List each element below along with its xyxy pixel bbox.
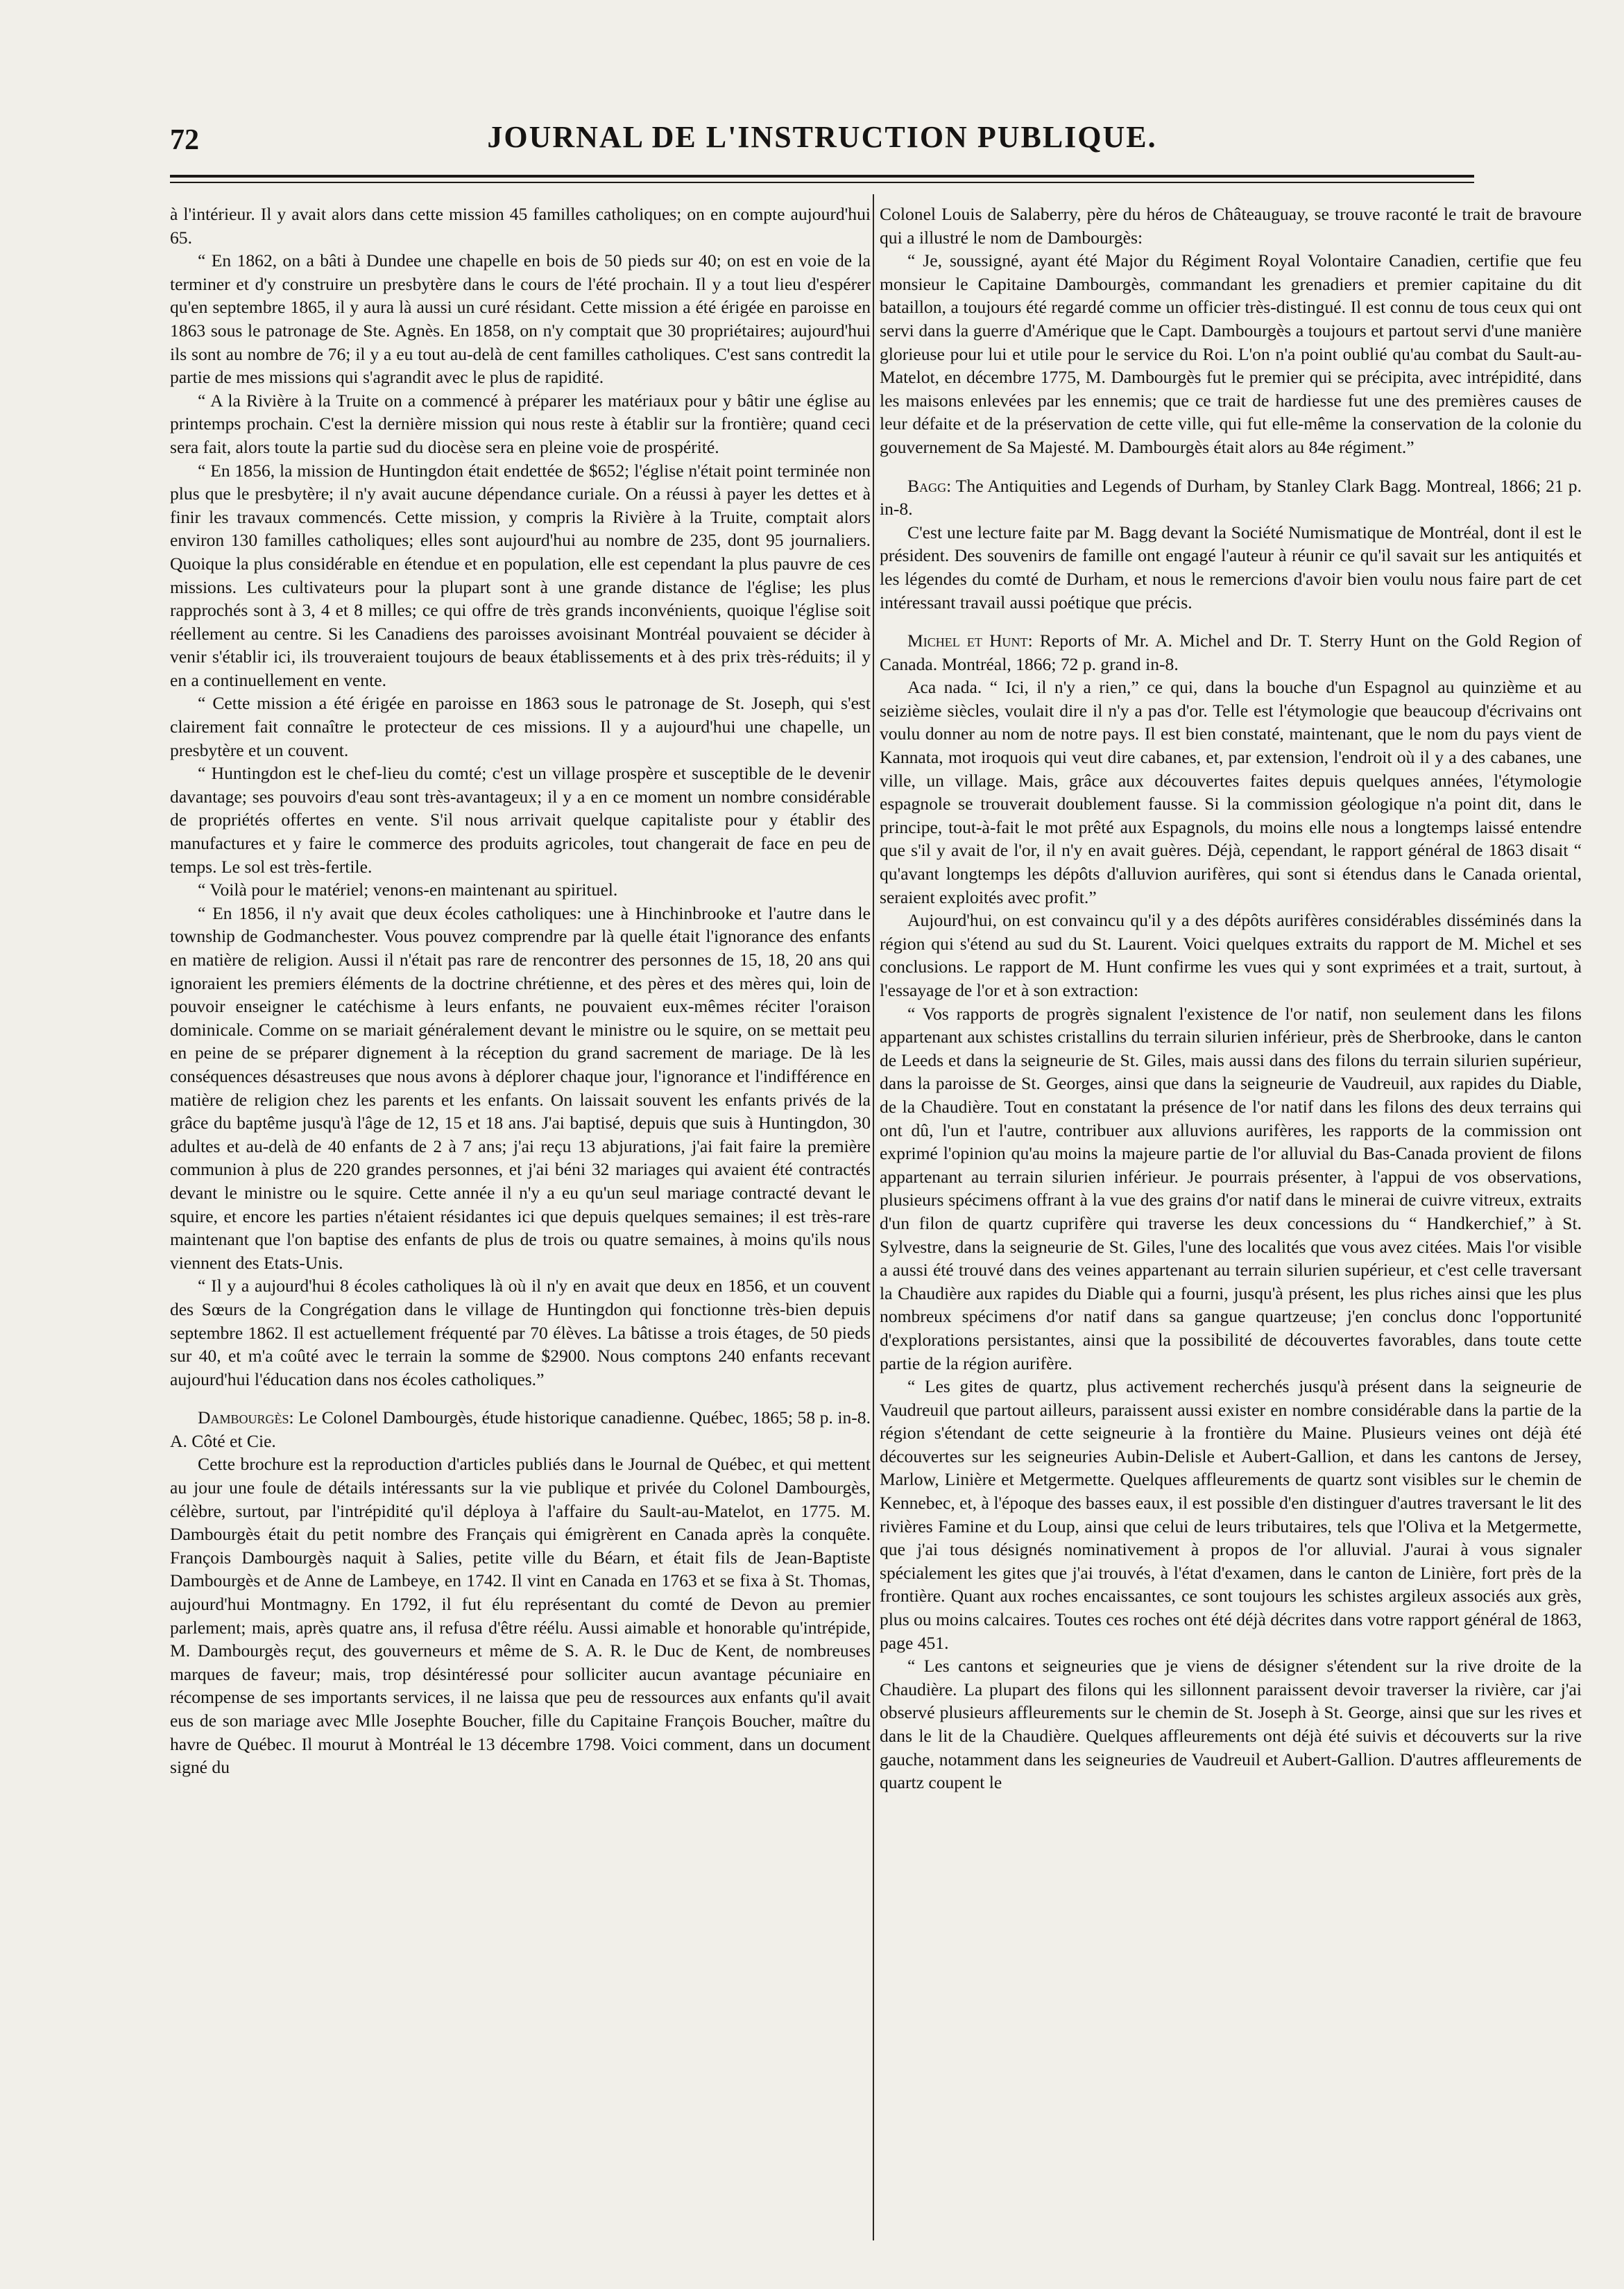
column-divider xyxy=(873,194,874,2240)
left-column xyxy=(170,203,871,2242)
left-paragraph-2: “ En 1862, on a bâti à Dundee une chapelle en bois de 50 pieds sur 40; on est en voie de la terminer et d'y construire un presbytère dans le cours de l'été prochain. Il y a tout lieu d'espérer qu'en septembre 1865, il y aura là aussi un curé résidant. Cette mission a été érigée en paroisse en 1863 sous le patronage de Ste. Agnès. En 1858, on n'y comptait que 30 propriétaires; aujourd'hui ils sont au nombre de 76; il y a eu tout au-delà de cent familles catholiques. C'est sans contredit la partie de mes missions qui s'agrandit avec le plus de rapidité. xyxy=(170,250,871,388)
review-citation-dambourges: : Le Colonel Dambourgès, étude historique canadienne. Québec, 1865; 58 p. in-8. A. Côté et Cie. xyxy=(170,1407,871,1451)
right-paragraph-1: Colonel Louis de Salaberry, père du héros de Châteauguay, se trouve raconté le trait de bravoure qui a illustré le nom de Dambourgès: xyxy=(880,204,1582,248)
running-title: JOURNAL DE L'INSTRUCTION PUBLIQUE. xyxy=(487,120,1157,154)
left-paragraph-4: “ En 1856, la mission de Huntingdon était endettée de $652; l'église n'était point terminée non plus que le presbytère; il n'y avait aucune dépendance curiale. On a réussi à payer les dettes et à finir les travaux commencés. Cette mission, y compris la Rivière à la Truite, comptait alors environ 130 familles catholiques; elles sont aujourd'hui au nombre de 235, dont 95 journaliers. Quoique la plus considérable en étendue et en population, elle est cependant la plus pauvre de ces missions. Les cultivateurs pour la plupart sont à une grande distance de l'église; les plus rapprochés sont à 3, 4 et 8 milles; ce qui offre de très grands inconvénients, quoique l'église soit réellement au centre. Si les Canadiens des paroisses avoisinant Montréal pouvaient se décider à venir s'établir ici, ils trouveraient toujours de beaux établissements et à des prix très-réduits; il y en a continuellement en vente. xyxy=(170,460,871,690)
left-paragraph-3: “ A la Rivière à la Truite on a commencé à préparer les matériaux pour y bâtir une église au printemps prochain. C'est la dernière mission qui nous reste à établir sur la frontière; quand ceci sera fait, alors toute la partie sud du diocèse sera en pleine voie de prospérité. xyxy=(170,390,871,457)
right-paragraph-8: “ Vos rapports de progrès signalent l'existence de l'or natif, non seulement dans les filons appartenant aux schistes cristallins du terrain silurien inférieur, près de Sherbrooke, dans le canton de Leeds et dans la seigneurie de St. Giles, mais aussi dans des filons du terrain silurien supérieur, dans la paroisse de St. Georges, ainsi que dans la seigneurie de Vaudreuil, aux rapides du Diable, de la Chaudière. Tout en constatant la présence de l'or natif dans les filons des deux terrains qui ont dû, l'un et l'autre, contribuer aux alluvions aurifères, les rapports de la commission ont exprimé l'opinion qu'au moins la majeure partie de l'or alluvial du Bas-Canada provient de filons appartenant au terrain silurien inférieur. Je pourrais présenter, à l'appui de vos observations, plusieurs spécimens offrant à la vue des grains d'or natif dans le minerai de cuivre vitreux, extraits d'un filon de quartz cuprifère qui traverse les deux concessions du “ Handkerchief,” à St. Sylvestre, dans la seigneurie de St. Giles, l'une des localités que vous avez citées. Mais l'or visible a aussi été trouvé dans des veines appartenant au terrain silurien supérieur, et c'est celle traversant la Chaudière aux rapides du Diable qui a fourni, jusqu'à présent, les plus riches ainsi que les plus nombreux spécimens d'or natif dans sa gangue quartzeuse; j'en conclus donc l'opportunité d'explorations persistantes, ainsi que la possibilité de découvertes favorables, dans toute cette partie de la région aurifère. xyxy=(880,1003,1582,1373)
left-paragraph-7: “ Voilà pour le matériel; venons-en maintenant au spirituel. xyxy=(198,880,618,900)
right-paragraph-6: Aca nada. “ Ici, il n'y a rien,” ce qui, dans la bouche d'un Espagnol au quinzième et au seizième siècles, voulait dire il n'y a pas d'or. Telle est l'étymologie que beaucoup d'écrivains ont voulu donner au nom de notre pays. Il est bien constaté, maintenant, que le nom du pays vient de Kannata, mot iroquois qui veut dire cabanes, et, par extension, l'endroit où il y a des cabanes, une ville, un village. Mais, grâce aux découvertes faites depuis quelques années, l'étymologie espagnole se trouverait doublement fausse. Si la commission géologique n'a point dit, dans le principe, tout-à-fait le mot prêté aux Espagnols, du moins elle nous a longtemps laissé entendre que s'il y avait de l'or, il n'y en avait guères. Déjà, cependant, le rapport général de 1863 disait “ qu'avant longtemps les dépôts d'alluvion aurifères, qui sont si étendus dans le Canada oriental, seraient exploités avec profit.” xyxy=(880,677,1582,907)
header-rule-thin xyxy=(170,182,1474,183)
review-head-michel-hunt: Michel et Hunt xyxy=(907,631,1028,651)
right-paragraph-2: “ Je, soussigné, ayant été Major du Régiment Royal Volontaire Canadien, certifie que feu monsieur le Capitaine Dambourgès, commandant les grenadiers et premier capitaine du dit bataillon, a toujours été regardé comme un officier très-distingué. Il est connu de tous ceux qui ont servi dans la guerre d'Amérique que le Capt. Dambourgès a toujours et partout servi d'une manière glorieuse pour lui et utile pour le service du Roi. L'on n'a point oublié qu'au combat du Sault-au-Matelot, en décembre 1775, M. Dambourgès fut le premier qui se précipita, avec intrépidité, dans les maisons enlevées par les ennemis; que ce trait de hardiesse fut une des premières causes de leur défaite et de la préservation de cette ville, qui fut elle-même la conservation de la colonie du gouvernement de Sa Majesté. M. Dambourgès était alors au 84e régiment.” xyxy=(880,250,1582,457)
review-citation-bagg: : The Antiquities and Legends of Durham, by Stanley Clark Bagg. Montreal, 1866; 21 p. in-8. xyxy=(880,475,1582,520)
right-paragraph-10: “ Les cantons et seigneuries que je viens de désigner s'étendent sur la rive droite de la Chaudière. La plupart des filons qui les sillonnent paraissent devoir traverser la rivière, car j'ai observé plusieurs affleurements sur le chemin de St. Joseph à St. George, ainsi que sur les rives et dans le lit de la Chaudière. Quelques affleurements ont déjà été suivis et découverts sur la rive gauche, notamment dans les seigneuries de Vaudreuil et Aubert-Gallion. D'autres affleurements de quartz coupent le xyxy=(880,1656,1582,1793)
left-paragraph-5: “ Cette mission a été érigée en paroisse en 1863 sous le patronage de St. Joseph, qui s'est clairement fait connaître le protecteur de ces missions. Il y a aujourd'hui une chapelle, un presbytère et un couvent. xyxy=(170,693,871,760)
review-entry-bagg xyxy=(880,474,1582,521)
review-head-bagg: Bagg xyxy=(907,475,947,496)
review-entry-michel-hunt xyxy=(880,629,1582,676)
review-entry-dambourges xyxy=(170,1406,871,1452)
page-number: 72 xyxy=(170,124,199,156)
left-paragraph-1: à l'intérieur. Il y avait alors dans cette mission 45 familles catholiques; on en compte aujourd'hui 65. xyxy=(170,204,871,248)
page-header xyxy=(170,119,1474,161)
review-citation-michel-hunt: : Reports of Mr. A. Michel and Dr. T. Sterry Hunt on the Gold Region of Canada. Montréal, 1866; 72 p. grand in-8. xyxy=(880,631,1582,674)
right-paragraph-7: Aujourd'hui, on est convaincu qu'il y a des dépôts aurifères considérables disséminés dans la région qui s'étend au sud du St. Laurent. Voici quelques extraits du rapport de M. Michel et ses conclusions. Le rapport de M. Hunt confirme les vues qui y sont exprimées et a trait, surtout, à l'essayage de l'or et à son extraction: xyxy=(880,910,1582,1000)
left-paragraph-9: “ Il y a aujourd'hui 8 écoles catholiques là où il n'y en avait que deux en 1856, et un couvent des Sœurs de la Congrégation dans le village de Huntingdon qui fonctionne très-bien depuis septembre 1862. Il est actuellement fréquenté par 70 élèves. La bâtisse a trois étages, de 50 pieds sur 40, et m'a coûté avec le terrain la somme de $2900. Nous comptons 240 enfants recevant aujourd'hui l'éducation dans nos écoles catholiques.” xyxy=(170,1276,871,1389)
left-paragraph-6: “ Huntingdon est le chef-lieu du comté; c'est un village prospère et susceptible de le devenir davantage; ses pouvoirs d'eau sont très-avantageux; il y a en ce moment un nombre considérable de propriétés offertes en vente. S'il nous arrivait quelque capitaliste pour y établir des manufactures et y faire le commerce des produits agricoles, tout changerait de face en peu de temps. Le sol est très-fertile. xyxy=(170,763,871,877)
right-paragraph-9: “ Les gites de quartz, plus activement recherchés jusqu'à présent dans la seigneurie de Vaudreuil que partout ailleurs, paraissent aussi exister en nombre considérable dans la partie de la région s'étendant de cette seigneurie à la frontière du Maine. Plusieurs veines ont déjà été découvertes sur les seigneuries Aubin-Delisle et Aubert-Gallion, et dans les cantons de Jersey, Marlow, Linière et Metgermette. Quelques affleurements de quartz sont visibles sur le chemin de Kennebec, et, à l'époque des basses eaux, il est possible d'en distinguer d'autres traversant le lit des rivières Famine et du Loup, ainsi que celui de leurs tributaires, tels que l'Oliva et la Metgermette, que j'ai tous désignés nominativement à propos de l'or alluvial. J'aurai à vous signaler spécialement les gites que j'ai trouvés, à l'état d'examen, dans le canton de Linière, fort près de la frontière. Quant aux roches encaissantes, ce sont toujours les schistes argileux associés aux grès, plus ou moins calcaires. Toutes ces roches ont été déjà décrites dans votre rapport général de 1863, page 451. xyxy=(880,1376,1582,1653)
review-head-dambourges: Dambourgès xyxy=(198,1407,289,1428)
right-column xyxy=(880,203,1582,2242)
left-paragraph-11: Cette brochure est la reproduction d'articles publiés dans le Journal de Québec, et qui mettent au jour une foule de détails intéressants sur la vie publique et privée du Colonel Dambourgès, célèbre, surtout, par l'intrépidité qu'il déploya à l'affaire du Sault-au-Matelot, en 1775. M. Dambourgès était du petit nombre des Français qui émigrèrent en Canada après la conquête. François Dambourgès naquit à Salies, petite ville du Béarn, et était fils de Jean-Baptiste Dambourgès et de Anne de Lambeye, en 1742. Il vint en Canada en 1763 et se fixa à St. Thomas, aujourd'hui Montmagny. En 1792, il fut élu représentant du comté de Devon au premier parlement; mais, après quatre ans, il refusa d'être réélu. Aussi aimable et honorable qu'intrépide, M. Dambourgès reçut, des gouverneurs et même de S. A. R. le Duc de Kent, de nombreuses marques de faveur; mais, trop désintéressé pour solliciter aucun avantage pécuniaire en récompense de ses importants services, il ne laissa que peu de ressources aux enfants qu'il avait eus de son mariage avec Mlle Josephte Boucher, fille du Capitaine François Boucher, maître du havre de Québec. Il mourut à Montréal le 13 décembre 1798. Voici comment, dans un document signé du xyxy=(170,1454,871,1778)
right-paragraph-4: C'est une lecture faite par M. Bagg devant la Société Numismatique de Montréal, dont il est le président. Des souvenirs de famille ont engagé l'auteur à réunir ce qu'il savait sur les antiquités et les légendes du comté de Durham, et nous le remercions d'avoir bien voulu nous faire part de cet intéressant travail aussi poétique que précis. xyxy=(880,522,1582,612)
left-paragraph-8: “ En 1856, il n'y avait que deux écoles catholiques: une à Hinchinbrooke et l'autre dans le township de Godmanchester. Vous pouvez comprendre par là quelle était l'ignorance des enfants en matière de religion. Aussi il n'était pas rare de rencontrer des personnes de 15, 18, 20 ans qui ignoraient les premiers éléments de la doctrine chrétienne, et des pères et des mères qui, loin de pouvoir enseigner le catéchisme à leurs enfants, ne pouvaient eux-mêmes réciter l'oraison dominicale. Comme on se mariait généralement devant le ministre ou le squire, on se mettait peu en peine de se préparer dignement à la réception du grand sacrement de mariage. De là les conséquences désastreuses que nous avons à déplorer chaque jour, l'ignorance et l'indifférence en matière de religion chez les parents et les enfants. On laissait souvent les enfants privés de la grâce du baptême jusqu'à l'âge de 12, 15 et 18 ans. J'ai baptisé, depuis que suis à Huntingdon, 30 adultes et au-delà de 40 enfants de 2 à 7 ans; j'ai reçu 13 abjurations, j'ai fait faire la première communion à plus de 220 grandes personnes, et j'ai béni 32 mariages qui avaient été contractés devant le ministre ou le squire. Cette année il n'y a eu qu'un seul mariage contracté devant le squire, et encore les parties n'étaient résidantes ici que depuis quelques semaines; il est très-rare maintenant que l'on baptise des enfants de plus de trois ou quatre semaines, à moins qu'ils nous viennent des Etats-Unis. xyxy=(170,902,871,1273)
header-rule-thick xyxy=(170,175,1474,178)
